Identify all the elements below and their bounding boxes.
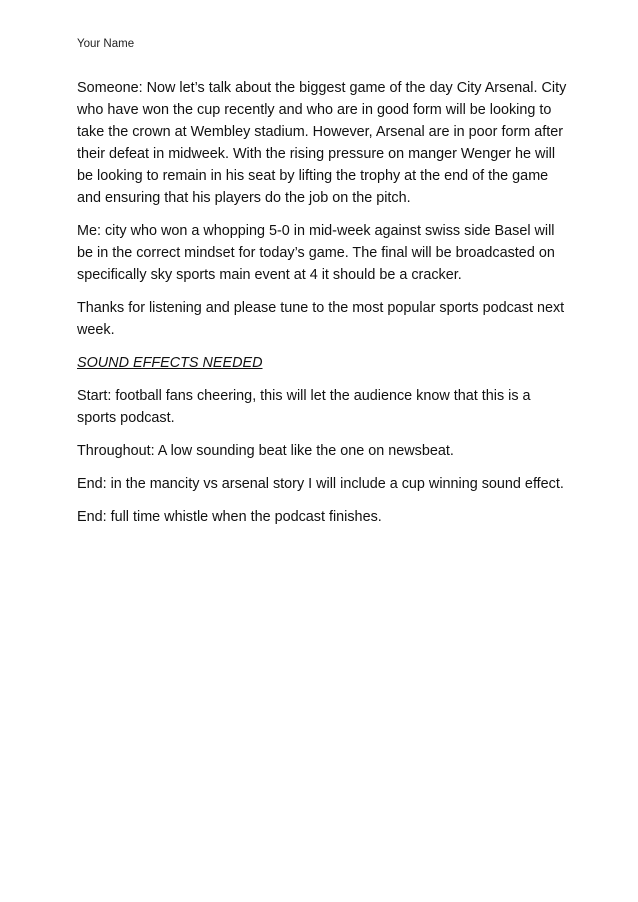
paragraph-someone: Someone: Now let’s talk about the biggest game of the day City Arsenal. City who have won the cup recently and who are in good form will be looking to take the crown at Wembley stadium. However, Arsenal are in poor form after their defeat in midweek. With the rising pressure on manger Wenger he will be looking to remain in his seat by lifting the trophy at the end of the game and ensuring that his players do the job on the pitch. — [77, 80, 567, 206]
paragraph-thanks: Thanks for listening and please tune to the most popular sports podcast next week. — [77, 300, 565, 338]
sound-effect-item: Start: football fans cheering, this will let the audience know that this is a sports podcast. — [77, 388, 531, 426]
sound-effect-item: End: in the mancity vs arsenal story I will include a cup winning sound effect. — [77, 476, 564, 492]
header-author-name: Your Name — [77, 38, 135, 50]
paragraph-me: Me: city who won a whopping 5-0 in mid-week against swiss side Basel will be in the correct mindset for today’s game. The final will be broadcasted on specifically sky sports main event at 4 it should be a cracker. — [77, 223, 555, 283]
sound-effects-heading: SOUND EFFECTS NEEDED — [77, 355, 263, 371]
sound-effect-item: End: full time whistle when the podcast finishes. — [77, 509, 382, 525]
document-body — [77, 77, 567, 539]
sound-effect-item: Throughout: A low sounding beat like the one on newsbeat. — [77, 443, 454, 459]
